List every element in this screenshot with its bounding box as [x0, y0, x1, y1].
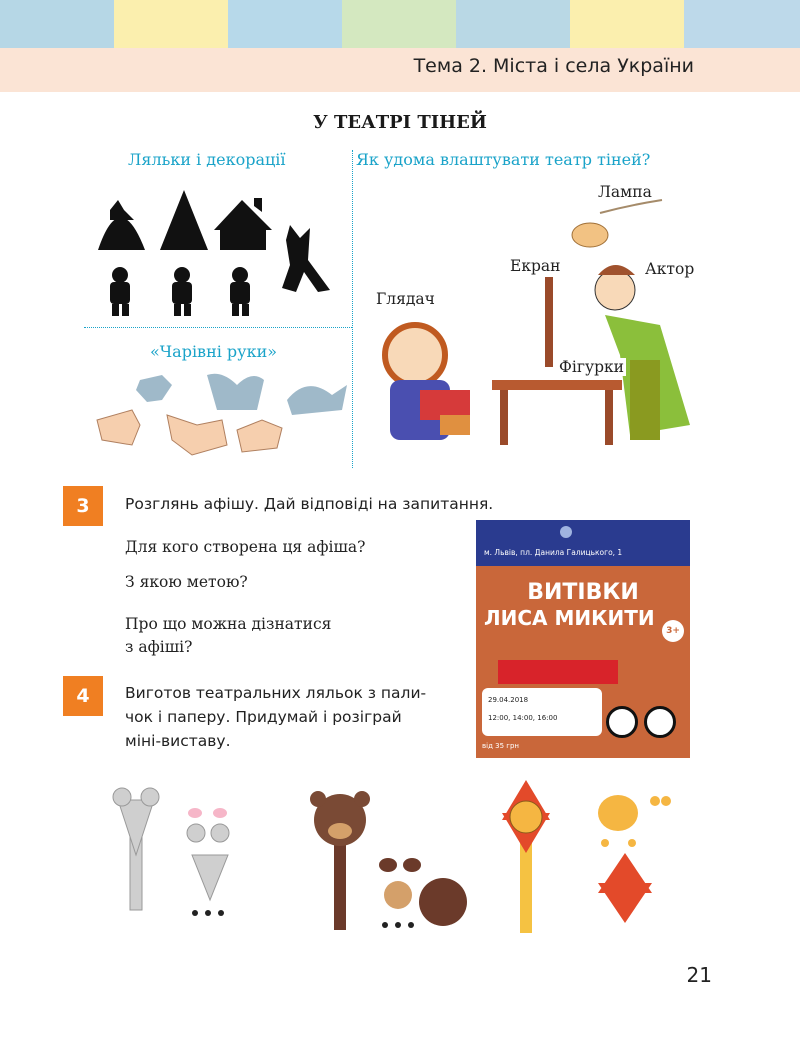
task-number-badge: 3 [63, 486, 103, 526]
magic-hands-heading: «Чарівні руки» [150, 342, 278, 361]
task4-line2: чок і паперу. Придумай і розіграй [125, 708, 402, 726]
home-theatre-heading: Як удома влаштувати театр тіней? [356, 150, 651, 169]
task3-text: Розглянь афішу. Дай відповіді на запитання. [125, 495, 494, 513]
poster-header [476, 520, 690, 566]
actor-label: Актор [645, 260, 695, 278]
poster-eye-left [606, 706, 638, 738]
poster-times: 12:00, 14:00, 16:00 [488, 714, 558, 722]
vertical-divider [352, 150, 353, 468]
theatre-logo-icon [560, 526, 572, 538]
section-title: У ТЕАТРІ ТІНЕЙ [313, 112, 487, 133]
poster-price: від 35 грн [482, 742, 519, 750]
poster-age-badge: 3+ [662, 620, 684, 642]
topic-title: Тема 2. Міста і села України [413, 55, 694, 77]
poster-address: м. Львів, пл. Данила Галицького, 1 [484, 548, 623, 557]
silhouettes-illustration [90, 180, 350, 320]
figures-label: Фігурки [559, 358, 625, 376]
question-1: Для кого створена ця афіша? [125, 538, 366, 556]
header-stripe [114, 0, 228, 48]
task4-line3: міні-виставу. [125, 732, 231, 750]
header-stripe [684, 0, 800, 48]
question-3-line2: з афіші? [125, 638, 193, 656]
question-2: З якою метою? [125, 573, 248, 591]
hand-shadows-illustration [92, 370, 352, 465]
header-stripe [456, 0, 570, 48]
horizontal-divider [84, 327, 352, 328]
task4-line1: Виготов театральних ляльок з пали- [125, 684, 427, 702]
page-number: 21 [686, 963, 712, 987]
task-number-badge: 4 [63, 676, 103, 716]
question-3-line1: Про що можна дізнатися [125, 615, 332, 633]
home-theatre-illustration [360, 175, 710, 465]
header-stripe [570, 0, 684, 48]
poster-title-line2: ЛИСА МИКИТИ [484, 606, 655, 630]
header-stripe [342, 0, 456, 48]
theatre-poster [476, 520, 690, 758]
stick-puppets-illustration [100, 775, 680, 940]
poster-fox-mask [498, 660, 618, 684]
poster-eye-right [644, 706, 676, 738]
screen-label: Екран [510, 257, 561, 275]
lamp-label: Лампа [598, 183, 652, 201]
viewer-label: Глядач [376, 290, 435, 308]
poster-title-line1: ВИТІВКИ [527, 580, 639, 605]
poster-date: 29.04.2018 [488, 696, 529, 704]
dolls-heading: Ляльки і декорації [128, 150, 286, 169]
header-stripe [228, 0, 342, 48]
header-stripe [0, 0, 114, 48]
